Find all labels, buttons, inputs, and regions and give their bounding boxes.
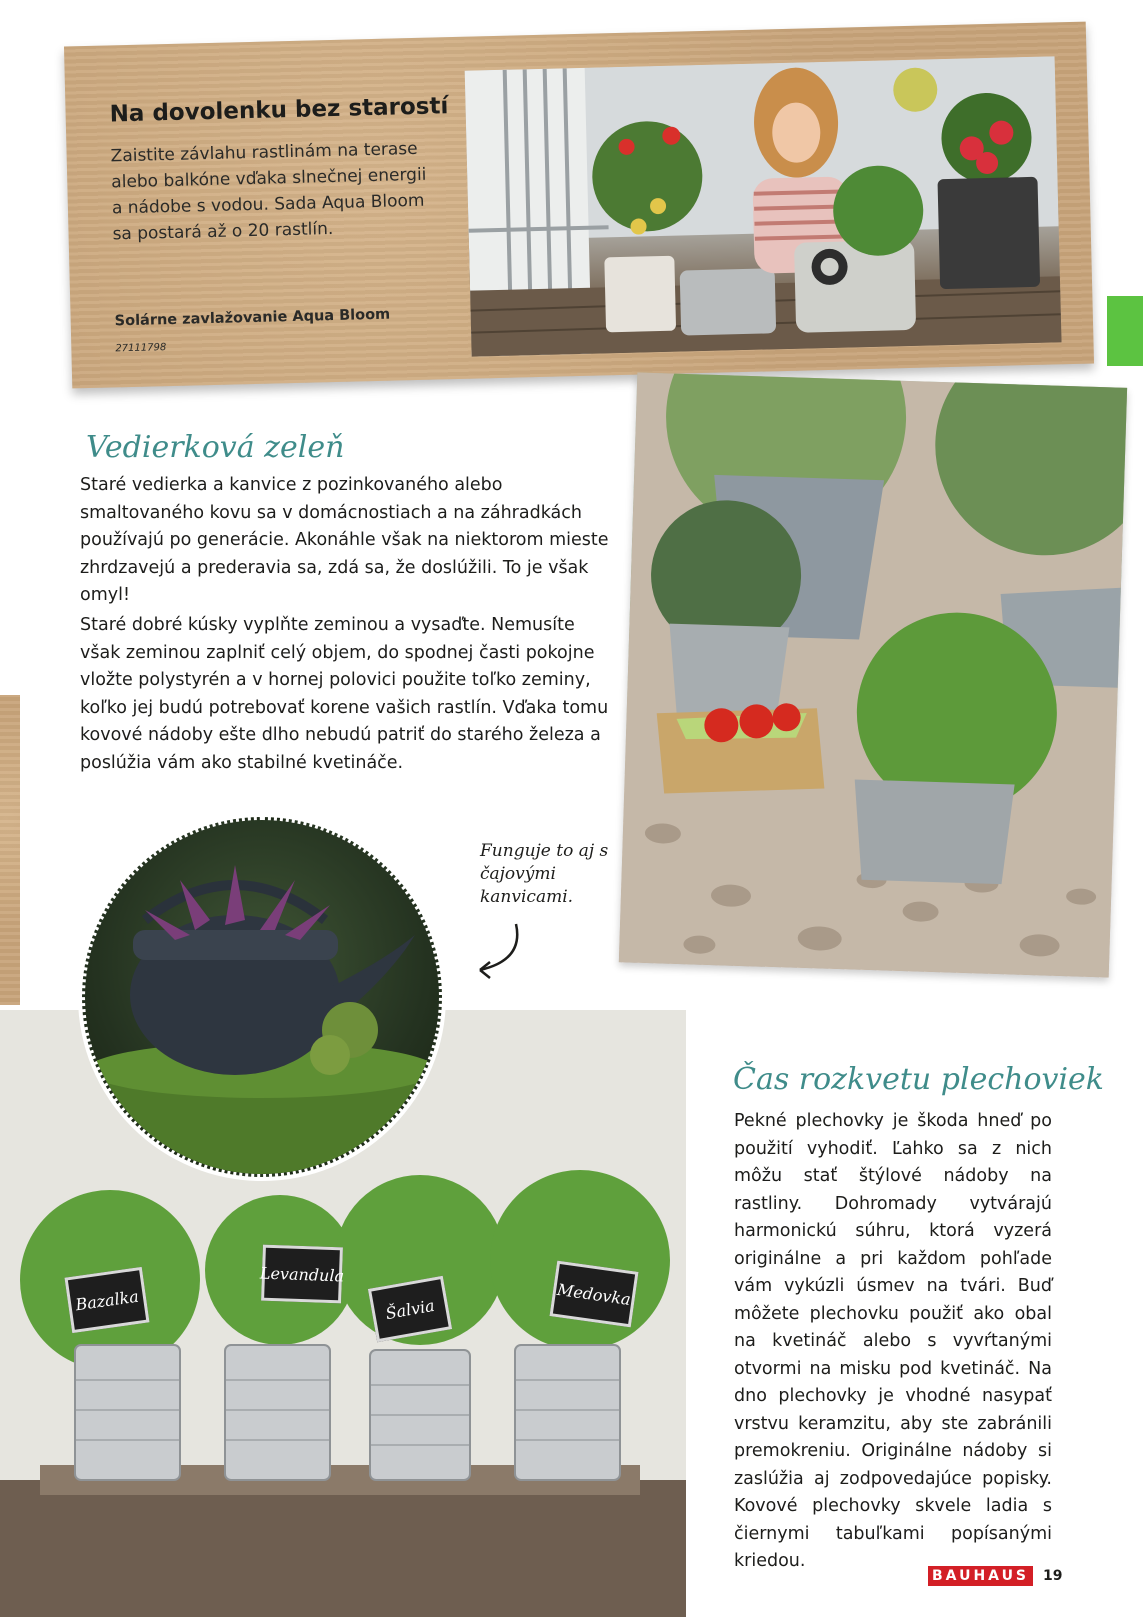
teapot-note: Funguje to aj s čajovými kanvicami.: [480, 841, 609, 907]
green-accent-strip: [1107, 296, 1143, 366]
article-paragraph-cans: Pekné plechovky je škoda hneď po použití vyhodiť. Ľahko sa z nich môžu stať štýlové nádoby na rastliny. Dohromady vytvárajú harmonickú súhru, ktorá vyzerá originálne a pri každom pohľade vám vykúzli úsmev na tvári. Buď môžete plechovku použiť ako obal na kvetináč alebo s vyvŕtanými otvormi na misku pod kvetináč. Na dno plechovky je vhodné nasypať vrstvu keramzitu, aby ste zabránili premokreniu. Originálne nádoby si zaslúžia aj zodpovedajúce popisky. Kovové plechovky skvele ladia s čiernymi tabuľkami popísanými kriedou.: [734, 1111, 1052, 1571]
promo-product-name: Solárne zavlažovanie Aqua Bloom: [114, 306, 391, 330]
teapot-planter-photo: [82, 817, 442, 1177]
promo-title: Na dovolenku bez starostí: [109, 93, 449, 128]
herb-buckets-photo: [619, 372, 1127, 977]
promo-text: Zaistite závlahu rastlinám na terase alebo balkóne vďaka slnečnej energii a nádobe s vodou. Sada Aqua Bloom sa postará až o 20 rastlín.: [110, 138, 427, 245]
balcony-watering-photo: [465, 56, 1062, 356]
article-paragraph-2: Staré dobré kúsky vyplňte zeminou a vysaďte. Nemusíte však zeminou zaplniť celý objem, do spodnej časti pokojne vložte polystyrén a v hornej polovici použite toľko zeminy, koľko jej budú potrebovať korene vašich rastlín. Vďaka tomu kovové nádoby ešte dlho nebudú patriť do starého železa a poslúžia vám ako stabilné kvetináče.: [80, 615, 609, 773]
plant-label-salvia: Šalvia: [368, 1276, 452, 1342]
article-heading-bucket-greens: Vedierková zeleň: [86, 430, 345, 465]
plant-label-levandula: Levandula: [261, 1245, 343, 1304]
article-heading-can-blooms: Čas rozkvetu plechoviek: [733, 1062, 1104, 1097]
herb-buckets-scene: [619, 372, 1127, 977]
page-number: 19: [1043, 1568, 1063, 1584]
bauhaus-logo: BAUHAUS: [928, 1566, 1033, 1586]
teapot-scene: [85, 820, 439, 1174]
balcony-scene: [465, 56, 1062, 356]
arrow-icon: [466, 920, 536, 990]
cardboard-strip: [0, 695, 20, 1005]
promo-product-code: 27111798: [115, 342, 167, 355]
promo-banner: [64, 22, 1094, 389]
article-paragraph-1: Staré vedierka a kanvice z pozinkovaného alebo smaltovaného kovu sa v domácnostiach a na záhradkách používajú po generácie. Akonáhle však na niektorom mieste zhrdzavejú a prederavia sa, zdá sa, že doslúžili. To je však omyl!: [80, 475, 609, 605]
plant-label-bazalka: Bazalka: [64, 1267, 149, 1333]
plant-label-medovka: Medovka: [550, 1261, 639, 1328]
